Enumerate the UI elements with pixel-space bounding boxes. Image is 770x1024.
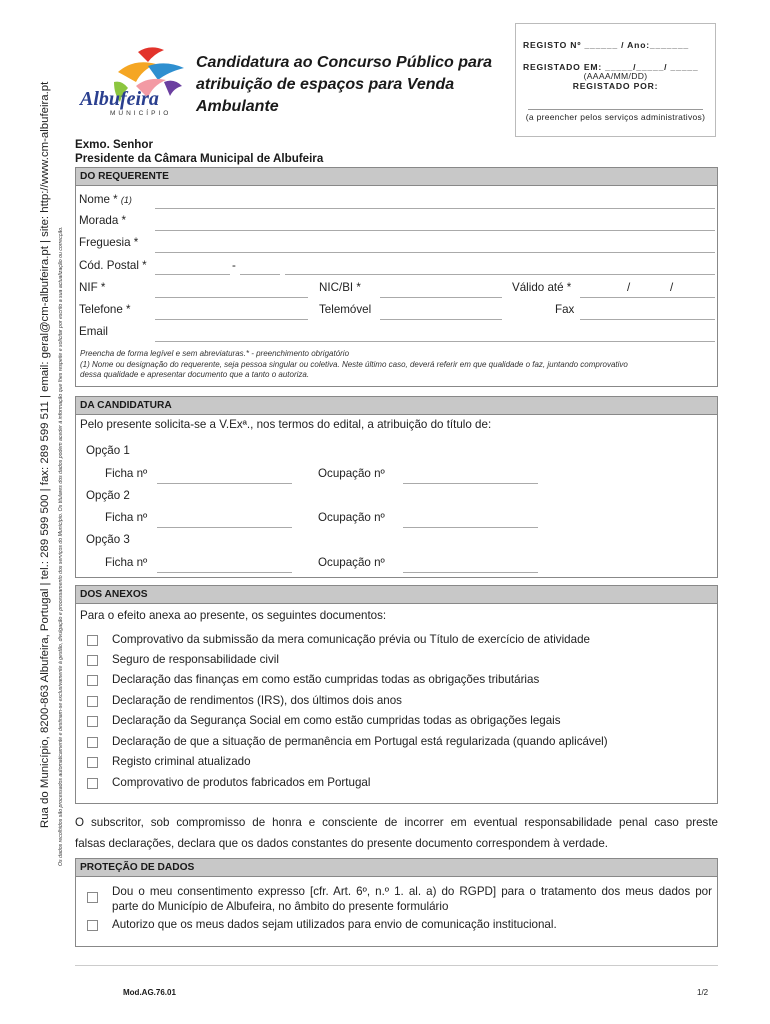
telefone-field[interactable] — [155, 319, 308, 320]
nome-label — [79, 193, 132, 206]
valido-slash-1: / — [627, 281, 631, 294]
option-1-ficha-label: Ficha nº — [105, 467, 148, 480]
anexo-checkbox[interactable] — [87, 696, 98, 707]
section-anexos-header: DOS ANEXOS — [75, 585, 718, 604]
declaration-line-2: falsas declarações, declara que os dados constantes do presente documento correspondem à verdade. — [75, 837, 609, 850]
registry-by: REGISTADO POR: — [572, 81, 659, 91]
footer-divider — [75, 965, 718, 966]
nif-label: NIF * — [79, 281, 106, 294]
option-1-label: Opção 1 — [86, 444, 130, 457]
consent-rgpd-checkbox[interactable] — [87, 892, 98, 903]
option-2-ficha-field[interactable] — [157, 527, 292, 528]
option-2-ocupacao-field[interactable] — [403, 527, 538, 528]
anexo-label: Declaração das finanças em como estão cumpridas todas as obrigações tributárias — [112, 673, 540, 686]
option-2-ficha-label: Ficha nº — [105, 511, 148, 524]
fax-field[interactable] — [580, 319, 715, 320]
email-field[interactable] — [155, 341, 715, 342]
consent-communication-checkbox[interactable] — [87, 920, 98, 931]
form-code: Mod.AG.76.01 — [123, 988, 176, 997]
telemovel-label: Telemóvel — [319, 303, 372, 316]
option-1-ocupacao-field[interactable] — [403, 483, 538, 484]
consent-rgpd-line-2: parte do Município de Albufeira, no âmbito do presente formulário — [112, 900, 449, 913]
section-candidatura-header: DA CANDIDATURA — [75, 396, 718, 415]
registry-date: REGISTADO EM: _____/_____/ _____ — [523, 62, 699, 72]
anexo-label: Comprovativo da submissão da mera comunicação prévia ou Título de exercício de atividade — [112, 633, 590, 646]
option-3-ocupacao-field[interactable] — [403, 572, 538, 573]
option-1-ocupacao-label: Ocupação nº — [318, 467, 385, 480]
cod-postal-dash: - — [232, 259, 236, 272]
freguesia-label: Freguesia * — [79, 236, 139, 249]
nome-ref: (1) — [120, 195, 132, 205]
anexo-checkbox[interactable] — [87, 675, 98, 686]
option-3-label: Opção 3 — [86, 533, 130, 546]
anexo-checkbox[interactable] — [87, 737, 98, 748]
fax-label: Fax — [555, 303, 575, 316]
anexo-label: Registo criminal atualizado — [112, 755, 251, 768]
nic-label: NIC/BI * — [319, 281, 361, 294]
option-1-ficha-field[interactable] — [157, 483, 292, 484]
albufeira-logo — [78, 42, 193, 120]
anexo-checkbox[interactable] — [87, 716, 98, 727]
registry-note: (a preencher pelos serviços administrativos) — [525, 112, 706, 122]
cod-postal-label: Cód. Postal * — [79, 259, 147, 272]
section-candidatura — [75, 415, 718, 578]
telemovel-field[interactable] — [380, 319, 502, 320]
registry-number: REGISTO Nº ______ / Ano:_______ — [523, 40, 689, 50]
freguesia-field[interactable] — [155, 252, 715, 253]
candidatura-intro: Pelo presente solicita-se a V.Exª., nos termos do edital, a atribuição do título de: — [80, 418, 492, 431]
telefone-label: Telefone * — [79, 303, 131, 316]
sidebar-privacy-note: Os dados recolhidos são processados automaticamente e destinam-se exclusivamente à gestão, divulgação e processamento dos serviços do Município. Os titulares dos dados podem aceder à informação que lhes respeite e solicitar por escrito a sua actualização ou correcção. — [58, 226, 64, 866]
morada-field[interactable] — [155, 230, 715, 231]
anexo-checkbox[interactable] — [87, 655, 98, 666]
anexo-label: Seguro de responsabilidade civil — [112, 653, 279, 666]
registry-signature-line — [528, 109, 703, 110]
requerente-note — [80, 349, 628, 381]
section-requerente-header: DO REQUERENTE — [75, 167, 718, 186]
valido-label: Válido até * — [512, 281, 572, 294]
option-3-ficha-label: Ficha nº — [105, 556, 148, 569]
anexo-label: Comprovativo de produtos fabricados em Portugal — [112, 776, 371, 789]
consent-rgpd-line-1: Dou o meu consentimento expresso [cfr. Art. 6º, n.º 1. al. a) do RGPD] para o tratamento dos meus dados por — [112, 885, 712, 898]
registry-box — [515, 23, 716, 137]
nome-field[interactable] — [155, 208, 715, 209]
anexo-label: Declaração de rendimentos (IRS), dos últimos dois anos — [112, 694, 402, 707]
form-title: Candidatura ao Concurso Público para atribuição de espaços para Venda Ambulante — [196, 54, 493, 115]
anexos-intro: Para o efeito anexa ao presente, os seguintes documentos: — [80, 609, 387, 622]
valido-field[interactable] — [580, 297, 715, 298]
declaration-line-1: O subscritor, sob compromisso de honra e consciente de incorrer em eventual responsabilidade penal caso preste — [75, 816, 718, 829]
logo-name: Albufeira — [80, 88, 159, 110]
option-3-ocupacao-label: Ocupação nº — [318, 556, 385, 569]
note-line-1: Preencha de forma legível e sem abreviaturas.* - preenchimento obrigatório — [80, 349, 350, 358]
nic-field[interactable] — [380, 297, 502, 298]
consent-communication-label: Autorizo que os meus dados sejam utilizados para envio de comunicação institucional. — [112, 918, 557, 931]
option-3-ficha-field[interactable] — [157, 572, 292, 573]
section-protecao-header: PROTEÇÃO DE DADOS — [75, 858, 718, 877]
logo-subtitle: MUNICÍPIO — [110, 110, 172, 117]
cod-postal-field-1[interactable] — [155, 274, 230, 275]
nome-label-text: Nome * — [79, 193, 118, 206]
anexo-checkbox[interactable] — [87, 757, 98, 768]
registry-date-format: (AAAA/MM/DD) — [583, 71, 648, 81]
cod-postal-field-2[interactable] — [240, 274, 280, 275]
addressee — [75, 138, 323, 166]
page-number: 1/2 — [697, 988, 709, 997]
option-2-label: Opção 2 — [86, 489, 130, 502]
nif-field[interactable] — [155, 297, 308, 298]
honor-declaration — [75, 812, 718, 854]
consent-rgpd-label — [112, 884, 712, 914]
anexo-checkbox[interactable] — [87, 635, 98, 646]
anexo-label: Declaração de que a situação de permanência em Portugal está regularizada (quando aplicável) — [112, 735, 608, 748]
morada-label: Morada * — [79, 214, 127, 227]
anexo-label: Declaração da Segurança Social em como estão cumpridas todas as obrigações legais — [112, 714, 561, 727]
option-2-ocupacao-label: Ocupação nº — [318, 511, 385, 524]
note-line-3: dessa qualidade e apresentar documento que a tanto o autoriza. — [80, 370, 310, 379]
note-line-2: (1) Nome ou designação do requerente, seja pessoa singular ou coletiva. Neste último caso, deverá referir em que qualidade o faz, juntando comprovativo — [80, 359, 628, 369]
addressee-title: Presidente da Câmara Municipal de Albufeira — [75, 152, 324, 165]
addressee-salutation: Exmo. Senhor — [75, 138, 153, 151]
anexo-checkbox[interactable] — [87, 778, 98, 789]
valido-slash-2: / — [670, 281, 674, 294]
sidebar-address: Rua do Município, 8200-863 Albufeira, Portugal | tel.: 289 599 500 | fax: 289 599 511 | email: geral@cm-albufeira.pt | site: http://www.cm-albufeira.pt — [39, 81, 51, 828]
email-label: Email — [79, 325, 108, 338]
localidade-field[interactable] — [285, 274, 715, 275]
